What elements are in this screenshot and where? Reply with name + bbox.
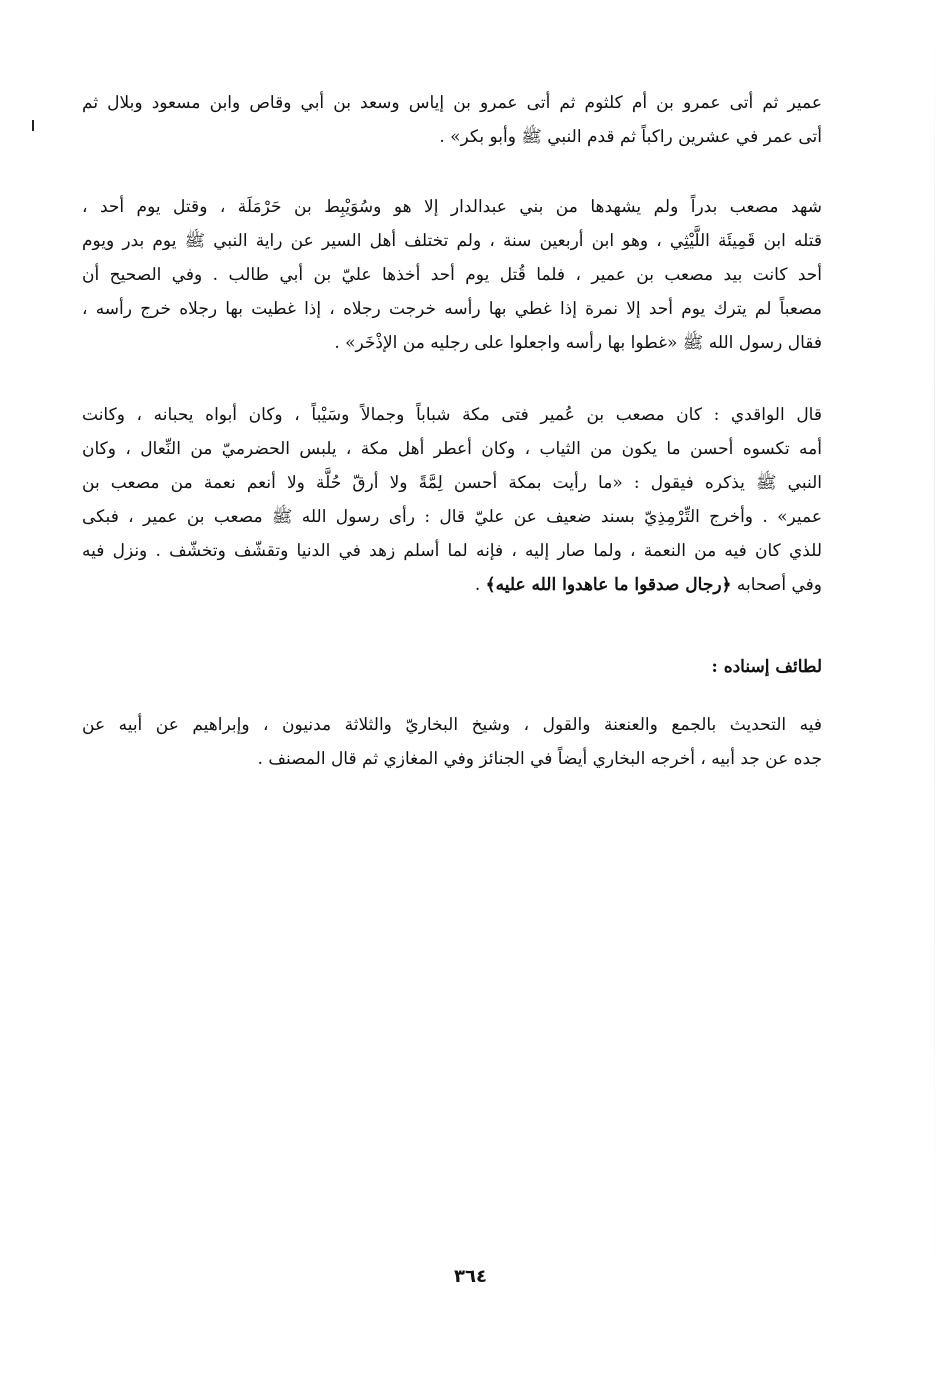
text-line: قال الواقدي : كان مصعب بن عُمير فتى مكة شباباً وجمالاً وسَيْباً ، وكان أبواه يحبانه ، وكانت xyxy=(82,405,822,425)
text-line: جده عن جد أبيه ، أخرجه البخاري أيضاً في الجنائز وفي المغازي ثم قال المصنف . xyxy=(257,749,822,769)
margin-mark xyxy=(32,120,34,131)
text-line: أمه تكسوه أحسن ما يكون من الثياب ، وكان أعطر أهل مكة ، يلبس الحضرميّ من النِّعال ، وكان xyxy=(82,439,822,459)
text-line: شهد مصعب بدراً ولم يشهدها من بني عبدالدار إلا هو وسُوَيْبِط بن حَرْمَلَة ، وقتل يوم أحد ، xyxy=(82,197,822,217)
section-heading xyxy=(82,650,822,684)
quran-quote: ﴿رجال صدقوا ما عاهدوا الله عليه﴾ xyxy=(485,575,732,595)
paragraph-1 xyxy=(82,86,822,154)
page-number: ٣٦٤ xyxy=(454,1266,487,1287)
text-line: أحد كانت بيد مصعب بن عمير ، فلما قُتل يوم أحد أخذها عليّ بن أبي طالب . وفي الصحيح أن xyxy=(82,265,822,285)
text-line: فيه التحديث بالجمع والعنعنة والقول ، وشيخ البخاريّ والثلاثة مدنيون ، وإبراهيم عن أبيه عن xyxy=(82,715,822,735)
text-line: مصعباً لم يترك يوم أحد إلا نمرة إذا غطي بها رأسه خرجت رجلاه ، إذا غطيت بها رجلاه خرج رأسه ، xyxy=(82,299,822,319)
text-fragment: . xyxy=(474,575,486,595)
text-fragment: وفي أصحابه xyxy=(731,575,822,595)
paragraph-3 xyxy=(82,398,822,602)
text-line: عمير» . وأخرج التِّرْمِذِيّ بسند ضعيف عن عليّ قال : رأى رسول الله ﷺ مصعب بن عمير ، فبكى xyxy=(82,507,822,527)
heading-text: لطائف إسناده : xyxy=(711,657,822,677)
text-line: النبي ﷺ يذكره فيقول : «ما رأيت بمكة أحسن لِمَّةً ولا أرقّ حُلَّة ولا أنعم نعمة من مصعب بن xyxy=(82,473,822,493)
text-line: عمير ثم أتى عمرو بن أم كلثوم ثم أتى عمرو بن إياس وسعد بن أبي وقاص وابن مسعود وبلال ثم xyxy=(82,93,822,113)
text-line xyxy=(82,568,822,602)
text-line: أتى عمر في عشرين راكباً ثم قدم النبي ﷺ وأبو بكر» . xyxy=(439,127,822,147)
scan-edge xyxy=(934,0,935,1374)
text-line: فقال رسول الله ﷺ «غطوا بها رأسه واجعلوا على رجليه من الإذْخَر» . xyxy=(334,333,822,353)
text-line: للذي كان فيه من النعمة ، ولما صار إليه ، فإنه لما أسلم زهد في الدنيا وتقشّف وتخشّف . ونزل فيه xyxy=(82,541,822,561)
paragraph-2 xyxy=(82,190,822,360)
text-line: قتله ابن قَمِيئَة اللَّيْثِي ، وهو ابن أربعين سنة ، ولم تختلف أهل السير عن راية النبي ﷺ يوم بدر ويوم xyxy=(82,231,822,251)
paragraph-4 xyxy=(82,708,822,776)
